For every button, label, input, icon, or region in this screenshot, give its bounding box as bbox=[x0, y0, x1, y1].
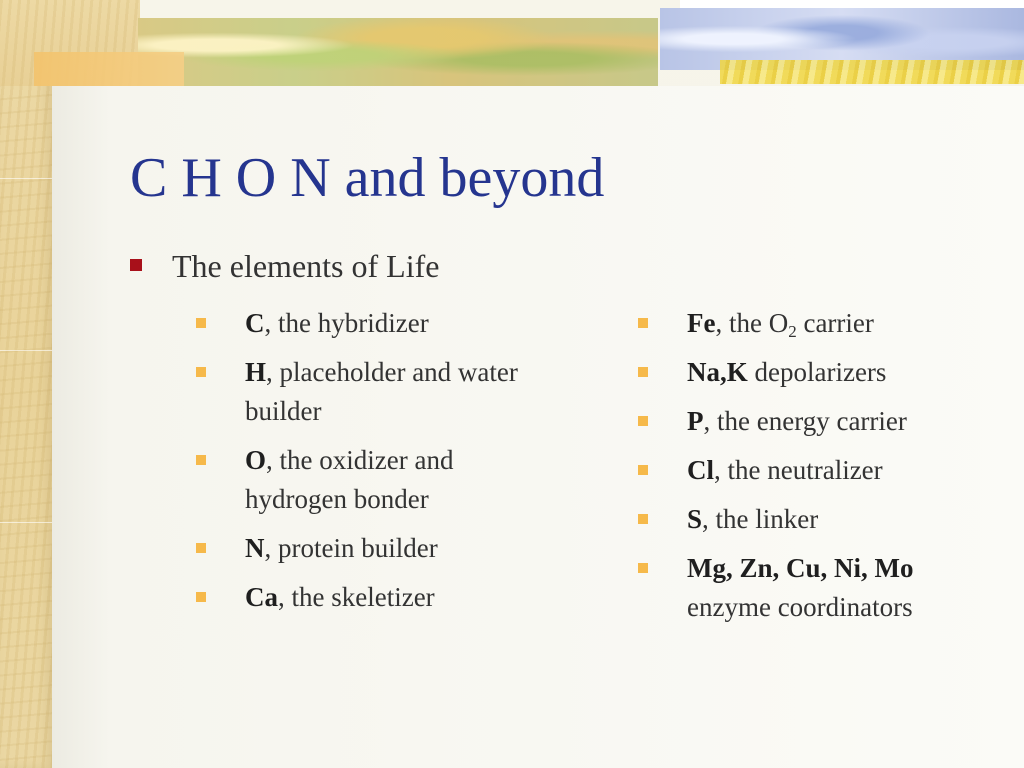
element-role: depolarizers bbox=[747, 357, 887, 387]
banner-leaves-image bbox=[138, 18, 658, 86]
element-role: , placeholder and water builder bbox=[245, 357, 518, 426]
strip-seam bbox=[0, 522, 52, 523]
parchment-strip bbox=[0, 0, 52, 768]
element-role-after: carrier bbox=[796, 308, 874, 338]
list-item-fe bbox=[638, 304, 978, 343]
right-column bbox=[638, 304, 978, 637]
orange-square-bullet-icon bbox=[196, 543, 206, 553]
item-text bbox=[687, 451, 978, 490]
element-symbol: N bbox=[245, 533, 265, 563]
element-role: , the linker bbox=[702, 504, 819, 534]
element-symbol: Mg, Zn, Cu, Ni, Mo bbox=[687, 553, 914, 583]
orange-square-bullet-icon bbox=[638, 318, 648, 328]
element-symbol: C bbox=[245, 308, 265, 338]
list-item-na-k bbox=[638, 353, 978, 392]
orange-square-bullet-icon bbox=[196, 367, 206, 377]
list-item-o bbox=[196, 441, 536, 519]
element-symbol: Ca bbox=[245, 582, 278, 612]
element-symbol: Cl bbox=[687, 455, 714, 485]
banner-orange-band bbox=[34, 52, 184, 86]
orange-square-bullet-icon bbox=[638, 563, 648, 573]
element-symbol: O bbox=[245, 445, 267, 475]
element-symbol: Fe bbox=[687, 308, 716, 338]
orange-square-bullet-icon bbox=[638, 514, 648, 524]
orange-square-bullet-icon bbox=[638, 416, 648, 426]
item-text bbox=[245, 353, 536, 431]
element-role: , the oxidizer and hydrogen bonder bbox=[245, 445, 454, 514]
element-role: enzyme coordinators bbox=[687, 592, 913, 622]
orange-square-bullet-icon bbox=[196, 318, 206, 328]
strip-seam bbox=[0, 178, 52, 179]
element-role: , the skeletizer bbox=[278, 582, 435, 612]
banner-gap bbox=[680, 0, 1024, 8]
strip-seam bbox=[0, 350, 52, 351]
item-text bbox=[245, 441, 536, 519]
element-symbol: Na,K bbox=[687, 357, 748, 387]
list-item-h bbox=[196, 353, 536, 431]
list-item-n bbox=[196, 529, 536, 568]
element-role: , protein builder bbox=[264, 533, 438, 563]
subscript: 2 bbox=[788, 322, 797, 341]
orange-square-bullet-icon bbox=[638, 465, 648, 475]
list-item-trace-metals bbox=[638, 549, 978, 627]
item-text bbox=[687, 402, 978, 441]
item-text bbox=[687, 353, 978, 392]
level1-bullet bbox=[130, 248, 439, 285]
list-item-ca bbox=[196, 578, 536, 617]
element-symbol: H bbox=[245, 357, 267, 387]
orange-square-bullet-icon bbox=[638, 367, 648, 377]
left-column bbox=[196, 304, 536, 627]
banner-yellow-strokes bbox=[720, 60, 1024, 84]
red-square-bullet-icon bbox=[130, 259, 142, 271]
element-role: , the O bbox=[715, 308, 789, 338]
item-text bbox=[245, 304, 536, 343]
list-item-cl bbox=[638, 451, 978, 490]
element-symbol: P bbox=[687, 406, 704, 436]
item-text bbox=[687, 549, 978, 627]
level1-text: The elements of Life bbox=[172, 248, 440, 284]
element-symbol: S bbox=[687, 504, 703, 534]
list-item-c bbox=[196, 304, 536, 343]
slide-title: C H O N and beyond bbox=[130, 147, 605, 209]
list-item-s bbox=[638, 500, 978, 539]
element-role: , the neutralizer bbox=[714, 455, 883, 485]
element-role: , the hybridizer bbox=[264, 308, 429, 338]
item-text bbox=[245, 529, 536, 568]
decorative-banner bbox=[0, 0, 1024, 90]
orange-square-bullet-icon bbox=[196, 455, 206, 465]
list-item-p bbox=[638, 402, 978, 441]
item-text bbox=[687, 500, 978, 539]
item-text bbox=[245, 578, 536, 617]
item-text bbox=[687, 304, 978, 343]
element-role: , the energy carrier bbox=[703, 406, 907, 436]
orange-square-bullet-icon bbox=[196, 592, 206, 602]
